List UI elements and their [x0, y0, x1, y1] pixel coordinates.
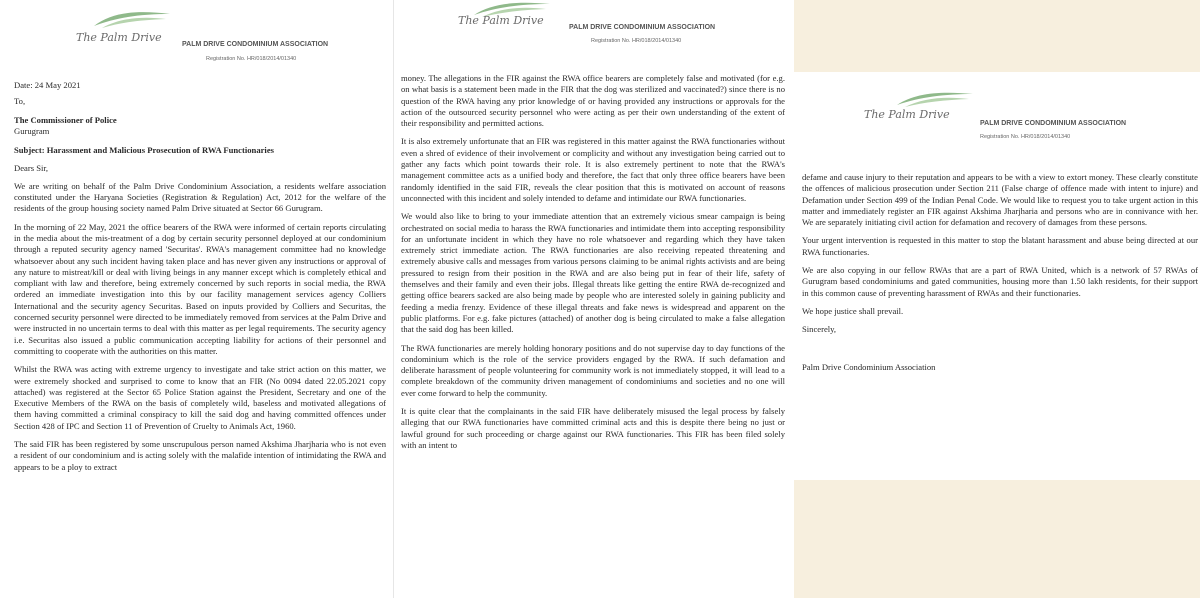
paragraph: We are writing on behalf of the Palm Drive Condominium Association, a residents welfare association constituted under the Haryana Societies (Registration & Regulation) Act, 2012 for the welfare of the residents of the group housing society named Palm Drive situated at Sector 66 Gurugram.: [14, 180, 386, 214]
letter-body-1: [14, 80, 386, 480]
letter-body-3: [802, 172, 1198, 380]
registration-number: Registration No. HR/018/2014/01340: [206, 56, 297, 62]
paragraph: Whilst the RWA was acting with extreme urgency to investigate and take strict action on this matter, we were extremely shocked and surprised to come to know that an FIR (No 0094 dated 22.05.2021 copy attached) was registered at the Sector 65 Police Station against the President, Secretary and one of the Executive Members of the RWA on the basis of completely wild, baseless and motivated allegations of them having committed a criminal conspiracy to kill the said dog and having committed offences under Section 428 of IPC and Section 11 of Prevention of Cruelty to Animals Act, 1960.: [14, 364, 386, 431]
paragraph: We are also copying in our fellow RWAs that are a part of RWA United, which is a network of 57 RWAs of Gurugram based condominiums and gated communities, housing more than 1.50 lakh residents, for their support in this common cause of preventing harassment of RWAs and their functionaries.: [802, 265, 1198, 298]
palm-drive-logo: [92, 8, 172, 30]
paragraph: The said FIR has been registered by some unscrupulous person named Akshima Jharjharia who is not even a resident of our condominium and is acting solely with the malafide intention of intimidating the RWA and appears to be a ploy to extract: [14, 439, 386, 472]
paragraph: In the morning of 22 May, 2021 the office bearers of the RWA were informed of certain reports circulating in the media about the mis-treatment of a dog by certain security personnel deployed at our condominium through a reputed security agency named 'Securitas'. RWA's management committee had no knowledge whatsoever about any such incident having taken place and has never given any instructions or approval of any nature to mistreat/kill or deal with living beings in any manner except which is completely ethical and compliant with law and therefore, being extremely concerned by such reports in social media, the RWA ordered an immediate investigation into this by our facility management services agency Colliers International and the security agency Securitas. Based on inputs provided by Colliers and Securitas, the concerned security personnel were directed to be immediately removed from services at the Palm Drive and were instructed in no uncertain terms to deal with this matter as per legal requirements. The security agency i.e. Securitas also issued a public communication accepting liability for actions of their personnel and committing to cooperate with the authorities on this matter.: [14, 221, 386, 356]
registration-number: Registration No. HR/018/2014/01340: [591, 38, 682, 44]
logo-text: The Palm Drive: [458, 14, 544, 27]
registration-number: Registration No. HR/018/2014/01340: [980, 134, 1071, 140]
paragraph: money. The allegations in the FIR against the RWA office bearers are completely false and motivated (for e.g. on what basis is a statement been made in the FIR that the dog was sterilized and vaccinated?) since there is no question of the RWA having any prior knowledge of or having provided any instructions or approvals for the action of the outsourced security personnel who were acting as per their own understanding of the extent of their responsibility and permitted actions.: [401, 73, 785, 129]
logo-text: The Palm Drive: [864, 108, 950, 121]
background-panel: [794, 0, 1200, 72]
paragraph: Your urgent intervention is requested in this matter to stop the blatant harassment and abuse being directed at our RWA functionaries.: [802, 235, 1198, 257]
logo-text: The Palm Drive: [76, 31, 162, 44]
palm-drive-logo: [895, 90, 975, 108]
association-name: PALM DRIVE CONDOMINIUM ASSOCIATION: [182, 41, 329, 48]
paragraph: It is quite clear that the complainants in the said FIR have deliberately misused the legal process by falsely alleging that our RWA functionaries have committed criminal acts and this is despite there being no just or lawful ground for such proceeding or charge against our RWA functionaries. This FIR has been filed solely with an intent to: [401, 406, 785, 450]
paragraph: defame and cause injury to their reputation and appears to be with a view to extort money. These clearly constitute the offences of malicious prosecution under Section 211 (False charge of offence made with intent to injure) and Defamation under Section 499 of the Indian Penal Code. We would like to request you to take urgent action in this matter and immediately register an FIR against Akshima Jharjharia and persons who are in connivance with her. We are separately initiating civil action for defamation and recovery of damages from these persons.: [802, 172, 1198, 228]
paragraph: We would also like to bring to your immediate attention that an extremely vicious smear campaign is being orchestrated on social media to harass the RWA functionaries and intimidate them into accepting responsibility for an unfortunate incident in which they have no role whatsoever and regarding which they have taken extremely strict immediate action. The RWA functionaries are also receiving repeated threatening and extremely abusive calls and messages from various persons claiming to be animal rights activists and are being pressured to resign from their position in the RWA and are also being put in fear of their life, safety of themselves and their family and even their jobs. Illegal threats like getting the entire RWA de-recognized and getting office bearers sacked are also being made by people who are interested solely in gaining publicity and feeding a media frenzy. Evidence of these illegal threats and fake news is widespread and apparent on the public platforms. For e.g. fake pictures (attached) of another dog is being circulated to make a false allegation that the said dog has been killed.: [401, 211, 785, 335]
letter-date: Date: 24 May 2021: [14, 80, 81, 90]
letter-page-3: [800, 72, 1200, 480]
paragraph: We hope justice shall prevail.: [802, 305, 904, 316]
subject-line: Subject: Harassment and Malicious Prosecution of RWA Functionaries: [14, 145, 274, 156]
letter-to: To,: [14, 96, 26, 107]
signature: Palm Drive Condominium Association: [802, 361, 936, 372]
recipient-city: Gurugram: [14, 125, 50, 136]
recipient: The Commissioner of Police: [14, 114, 117, 125]
association-name: PALM DRIVE CONDOMINIUM ASSOCIATION: [569, 24, 716, 31]
letter-page-2: [393, 0, 795, 598]
salutation: Dears Sir,: [14, 163, 49, 174]
paragraph: It is also extremely unfortunate that an FIR was registered in this matter against the RWA functionaries without even a shred of evidence of their involvement or complicity and without any investigation being carried out to gather any facts which point towards their role. It is also extremely pertinent to note that the RWA's management committee acts as a unified body and therefore, the fact that only three office bearers have been randomly identified in the said FIR, reveals the clear position that this is motivated on account of reasons unconnected with this incident and solely intended to defame and intimidate our RWA functionaries.: [401, 136, 785, 203]
paragraph: The RWA functionaries are merely holding honorary positions and do not supervise day to day functions of the condominium which is the role of the service providers engaged by the RWA. If such defamation and deliberate harassment of people volunteering for community work is not immediately stopped, it will lead to a complete breakdown of the community driven management of condominiums and societies and no one will ever come forward to help the community.: [401, 342, 785, 398]
letter-page-1: [0, 0, 393, 598]
background-panel: [794, 480, 1200, 598]
letter-body-2: [401, 73, 785, 458]
paragraph: Sincerely,: [802, 324, 837, 335]
association-name: PALM DRIVE CONDOMINIUM ASSOCIATION: [980, 120, 1127, 127]
